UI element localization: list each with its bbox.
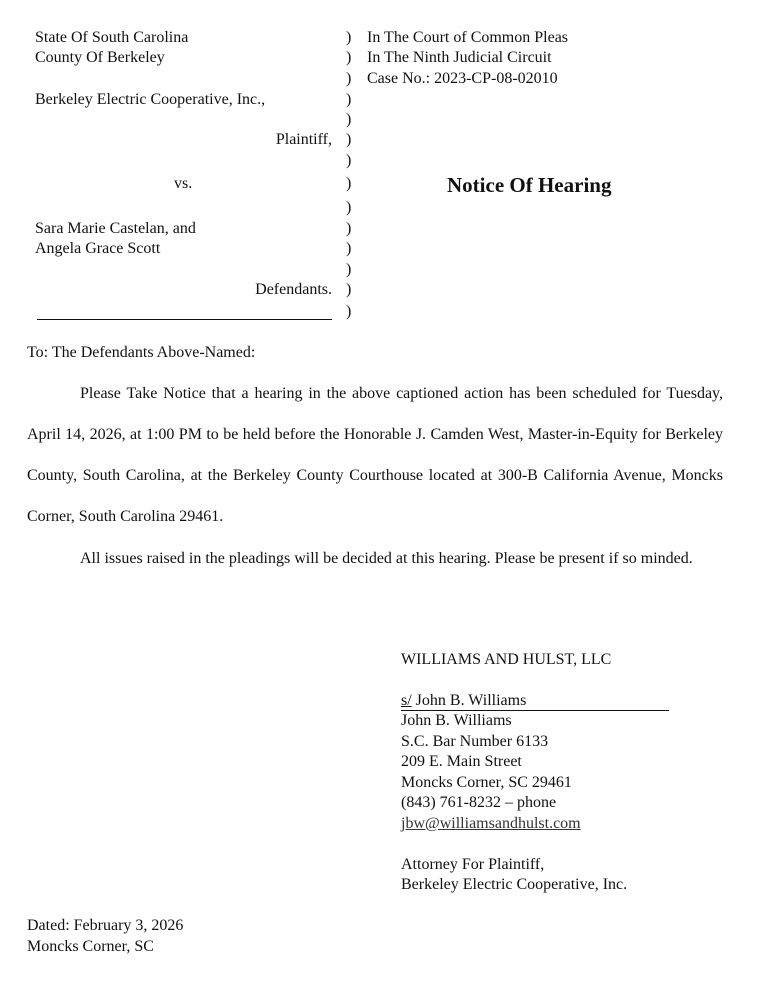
caption-paren: ) [346,220,352,237]
caption-paren: ) [346,70,352,87]
caption-plaintiff-role: Plaintiff, [275,131,332,148]
caption-versus: vs. [174,175,193,192]
caption-case-number: Case No.: 2023-CP-08-02010 [367,70,558,87]
electronic-signature [401,691,526,711]
city-state-zip: Moncks Corner, SC 29461 [401,774,572,791]
document-title: Notice Of Hearing [447,173,612,197]
signature-signed-name: John B. Williams [411,692,527,709]
firm-name: WILLIAMS AND HULST, LLC [401,651,612,668]
issues-paragraph: All issues raised in the pleadings will be decided at this hearing. Please be present if so minded. [80,550,693,567]
caption-paren: ) [346,49,352,66]
addressee-line: To: The Defendants Above-Named: [27,344,256,361]
attorney-role-line-2: Berkeley Electric Cooperative, Inc. [401,876,628,893]
caption-defendant-2: Angela Grace Scott [35,240,161,257]
caption-paren: ) [346,199,352,216]
attorney-name: John B. Williams [401,712,512,729]
phone-number: (843) 761-8232 – phone [401,794,557,811]
dated-place: Moncks Corner, SC [27,938,154,955]
signature-prefix: s/ [401,692,412,709]
caption-paren: ) [346,240,352,257]
caption-paren: ) [346,111,352,128]
hearing-notice-paragraph: Please Take Notice that a hearing in the above captioned action has been scheduled for Tuesday, April 14, 2026, at 1:00 PM to be held before the Honorable J. Camden West, Master-in-Equity for Berkeley County, South Carolina, at the Berkeley County Courthouse located at 300-B California Avenue, Moncks Corner, South Carolina 29461. [27,385,723,525]
email-link[interactable]: jbw@williamsandhulst.com [401,815,581,832]
caption-paren: ) [346,29,352,46]
attorney-role-line-1: Attorney For Plaintiff, [401,856,545,873]
caption-paren: ) [346,91,352,108]
caption-paren: ) [346,175,352,192]
caption-county: County Of Berkeley [35,49,165,66]
caption-defendant-1: Sara Marie Castelan, and [35,220,196,237]
caption-paren: ) [346,303,352,320]
bar-number: S.C. Bar Number 6133 [401,733,549,750]
dated-line: Dated: February 3, 2026 [27,917,184,934]
caption-divider-line [37,319,332,320]
street-address: 209 E. Main Street [401,753,522,770]
caption-court: In The Court of Common Pleas [367,29,569,46]
caption-paren: ) [346,152,352,169]
caption-defendants-role: Defendants. [255,281,332,298]
caption-state: State Of South Carolina [35,29,189,46]
caption-paren: ) [346,261,352,278]
caption-paren: ) [346,131,352,148]
caption-paren: ) [346,281,352,298]
caption-plaintiff-name: Berkeley Electric Cooperative, Inc., [35,91,266,108]
caption-circuit: In The Ninth Judicial Circuit [367,49,552,66]
